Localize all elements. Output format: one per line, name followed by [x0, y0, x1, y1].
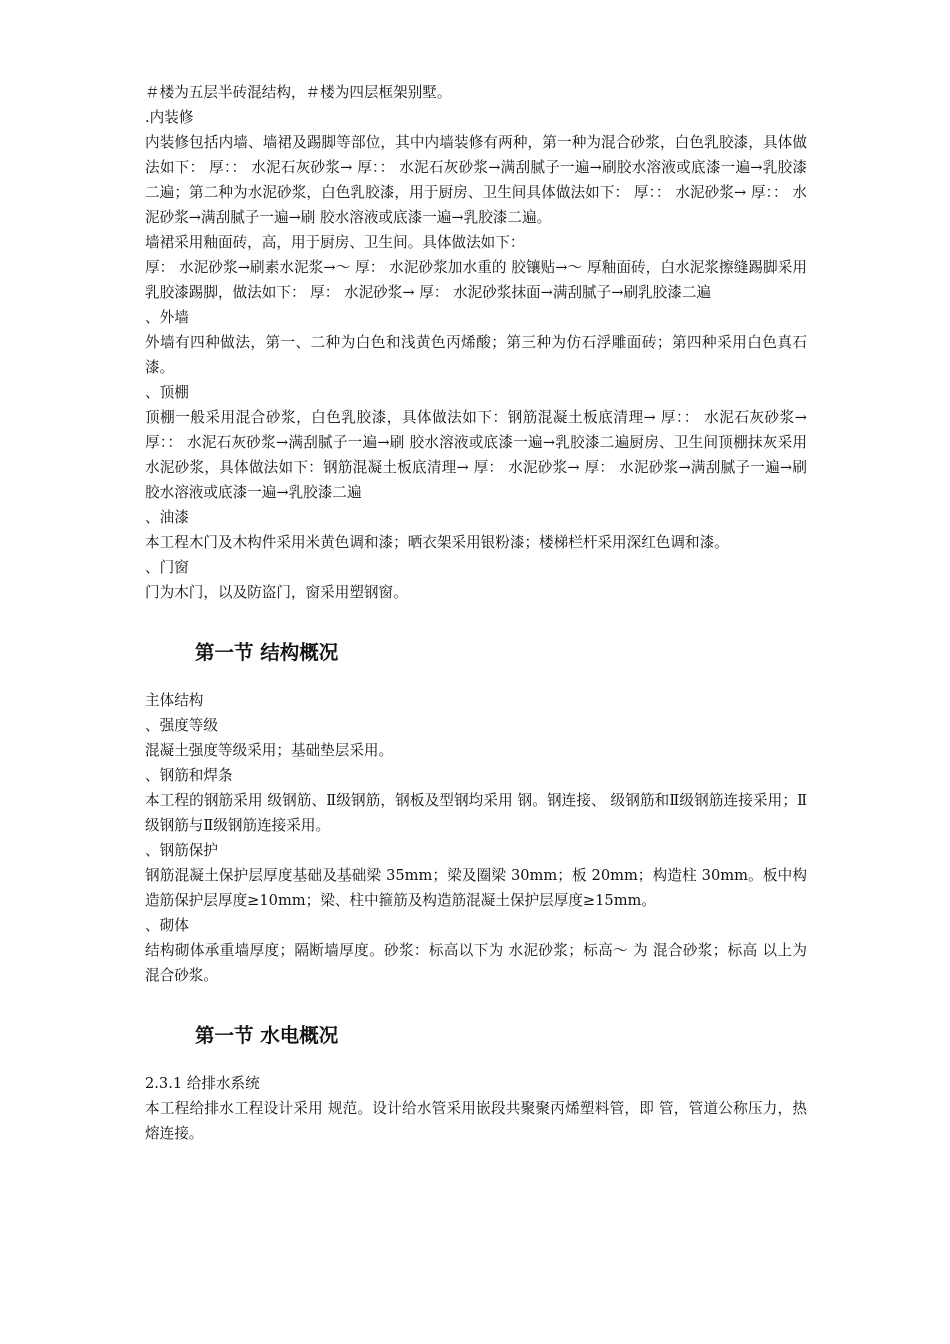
- subheading-doors-windows: 、门窗: [145, 559, 189, 576]
- subheading-ceiling: 、顶棚: [145, 384, 189, 401]
- paragraph: 厚： 水泥砂浆→刷素水泥浆→～ 厚： 水泥砂浆加水重的 胶镶贴→～ 厚釉面砖，白水泥浆擦缝踢脚采用乳胶漆踢脚，做法如下： 厚： 水泥砂浆→ 厚： 水泥砂浆抹面→满刮腻子→刷乳胶漆二遍: [145, 259, 807, 301]
- subheading-main-structure: 主体结构: [145, 692, 204, 709]
- paragraph: 本工程给排水工程设计采用 规范。设计给水管采用嵌段共聚聚丙烯塑料管，即 管，管道公称压力，热熔连接。: [145, 1100, 807, 1142]
- subheading-rebar-cover: 、钢筋保护: [145, 842, 218, 859]
- section-heading-mep: 第一节 水电概况: [195, 1024, 339, 1047]
- subheading-paint: 、油漆: [145, 509, 189, 526]
- paragraph: 内装修包括内墙、墙裙及踢脚等部位，其中内墙装修有两种，第一种为混合砂浆，白色乳胶漆，具体做法如下： 厚：： 水泥石灰砂浆→ 厚：： 水泥石灰砂浆→满刮腻子一遍→刷胶水溶液或底漆一遍→乳胶漆二遍；第二种为水泥砂浆，白色乳胶漆，用于厨房、卫生间具体做法如下： 厚：： 水泥砂浆→ 厚：： 水泥砂浆→满刮腻子一遍→刷 胶水溶液或底漆一遍→乳胶漆二遍。: [145, 134, 807, 226]
- paragraph: ＃楼为五层半砖混结构，＃楼为四层框架别墅。: [145, 84, 452, 101]
- paragraph: 本工程的钢筋采用 级钢筋、Ⅱ级钢筋，钢板及型钢均采用 钢。钢连接、 级钢筋和Ⅱ级钢筋连接采用；Ⅱ级钢筋与Ⅱ级钢筋连接采用。: [145, 792, 807, 834]
- paragraph: 外墙有四种做法，第一、二种为白色和浅黄色丙烯酸；第三种为仿石浮雕面砖；第四种采用白色真石漆。: [145, 334, 807, 376]
- subheading-rebar: 、钢筋和焊条: [145, 767, 233, 784]
- document-page: [145, 80, 807, 1146]
- paragraph: 结构砌体承重墙厚度；隔断墙厚度。砂浆：标高以下为 水泥砂浆；标高～ 为 混合砂浆；标高 以上为 混合砂浆。: [145, 942, 807, 984]
- section-heading-structure: 第一节 结构概况: [195, 641, 339, 664]
- paragraph: 门为木门，以及防盗门，窗采用塑钢窗。: [145, 584, 408, 601]
- paragraph: 墙裙采用釉面砖，高，用于厨房、卫生间。具体做法如下：: [145, 234, 525, 251]
- subheading-strength: 、强度等级: [145, 717, 218, 734]
- paragraph: 钢筋混凝土保护层厚度基础及基础梁 35mm；梁及圈梁 30mm；板 20mm；构造柱 30mm。板中构造筋保护层厚度≥10mm；梁、柱中箍筋及构造筋混凝土保护层厚度≥15mm。: [145, 867, 807, 909]
- paragraph: 混凝土强度等级采用；基础垫层采用。: [145, 742, 394, 759]
- subheading-exterior-wall: 、外墙: [145, 309, 189, 326]
- subheading-water: 2.3.1 给排水系统: [145, 1075, 260, 1092]
- paragraph: 本工程木门及木构件采用米黄色调和漆；晒衣架采用银粉漆；楼梯栏杆采用深红色调和漆。: [145, 534, 729, 551]
- subheading-interior: .内装修: [145, 109, 194, 126]
- paragraph: 顶棚一般采用混合砂浆，白色乳胶漆，具体做法如下：钢筋混凝土板底清理→ 厚：： 水泥石灰砂浆→ 厚：： 水泥石灰砂浆→满刮腻子一遍→刷 胶水溶液或底漆一遍→乳胶漆二遍厨房、卫生间顶棚抹灰采用水泥砂浆，具体做法如下：钢筋混凝土板底清理→ 厚： 水泥砂浆→ 厚： 水泥砂浆→满刮腻子一遍→刷 胶水溶液或底漆一遍→乳胶漆二遍: [145, 409, 807, 501]
- subheading-masonry: 、砌体: [145, 917, 189, 934]
